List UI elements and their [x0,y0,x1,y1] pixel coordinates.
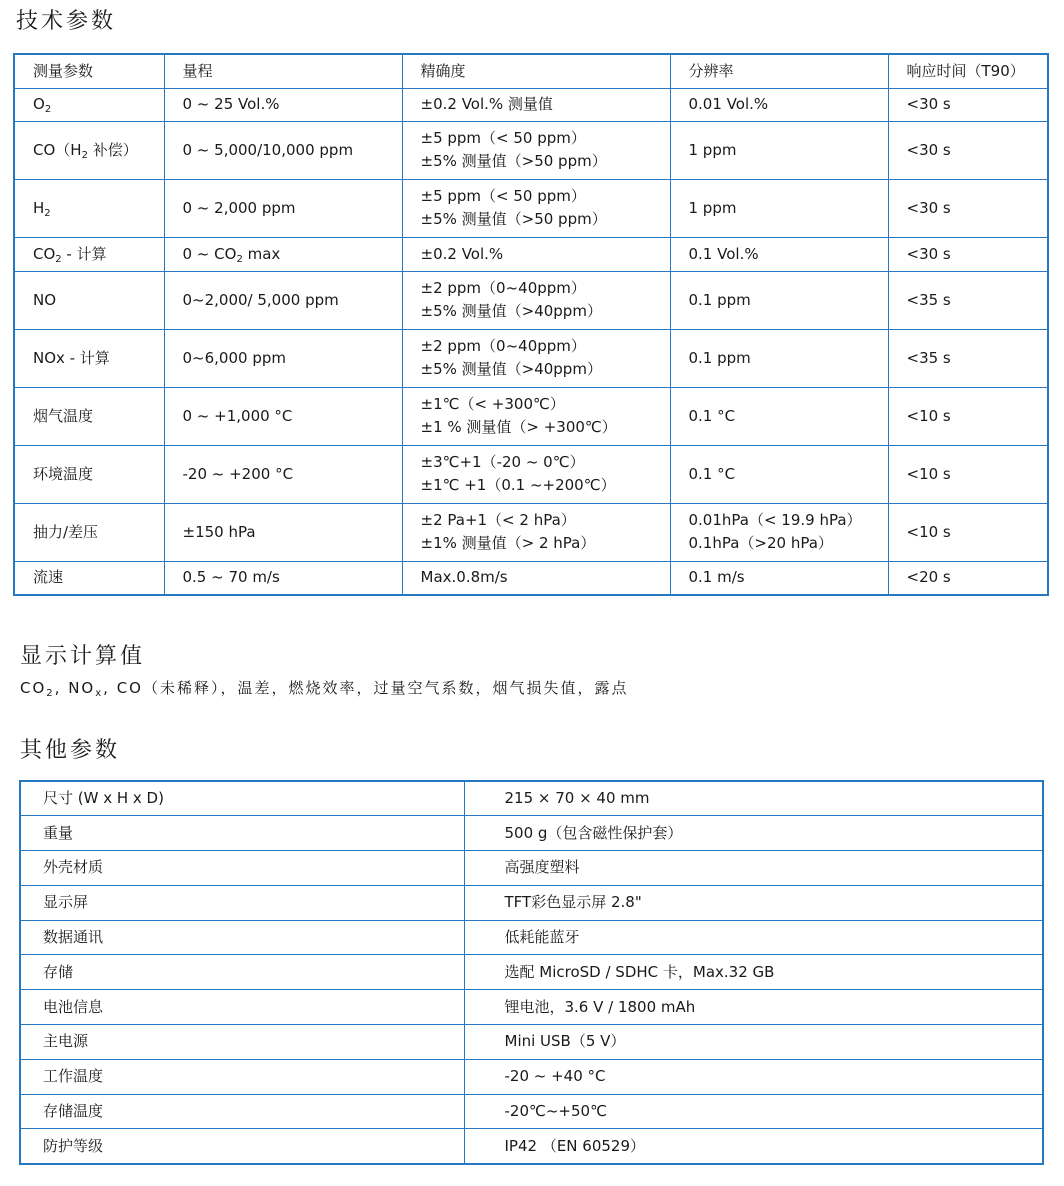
param-label-sub: 2 [81,149,88,161]
spec-label: 工作温度 [20,1059,464,1094]
response-value: <10 s [906,522,951,541]
param-cell [14,88,164,121]
range-cell [164,445,402,503]
resolution-cell [670,445,888,503]
accuracy-line: ±5 ppm（< 50 ppm） [420,187,586,205]
spec-value: 500 g（包含磁性保护套） [464,816,1043,851]
spec-label: 存储温度 [20,1094,464,1129]
response-cell [888,561,1048,595]
param-label-main: CO（H [33,140,82,159]
display-values-rest: , CO（未稀释），温差，燃烧效率，过量空气系数，烟气损失值，露点 [103,679,629,697]
param-label-main: CO [33,244,56,263]
param-label-main: O [33,95,45,113]
spec-label: 尺寸 (W x H x D) [20,781,464,816]
resolution-line: 0.1 Vol.% [688,244,759,263]
table-row [14,237,1048,271]
accuracy-cell [402,387,670,445]
param-label [33,566,164,589]
table-row [14,179,1048,237]
spec-label: 电池信息 [20,990,464,1025]
column-header: 响应时间（T90） [888,54,1048,88]
spec-value: 高强度塑料 [464,851,1043,886]
accuracy-line: ±2 Pa+1（< 2 hPa） [420,511,576,529]
response-value: <35 s [906,348,951,367]
accuracy-line: ±2 ppm（0~40ppm） [420,279,586,297]
table-row [14,387,1048,445]
param-label-main: NOx - 计算 [33,348,110,367]
table-row [20,955,1043,990]
spec-value: TFT彩色显示屏 2.8" [464,885,1043,920]
range-value [183,463,402,486]
param-label-sub: 2 [44,207,51,219]
response-value: <20 s [906,568,951,587]
param-label-main: H [33,198,45,217]
range-cell [164,329,402,387]
nox-label: NO [68,679,96,697]
tech-params-table [13,53,1049,596]
table-row [20,816,1043,851]
param-cell [14,179,164,237]
param-cell [14,237,164,271]
column-header: 量程 [164,54,402,88]
param-label-tail: 补偿） [87,140,138,159]
range-cell [164,503,402,561]
resolution-cell [670,121,888,179]
resolution-line: 0.1hPa（>20 hPa） [688,534,833,552]
param-cell [14,503,164,561]
response-value: <35 s [906,290,951,309]
param-cell [14,329,164,387]
accuracy-cell [402,561,670,595]
param-cell [14,387,164,445]
table-row [20,990,1043,1025]
accuracy-cell [402,237,670,271]
range-value-sub: 2 [236,253,243,265]
param-label-sub: 2 [44,104,52,115]
range-cell [164,561,402,595]
range-value [183,347,402,370]
other-params-table [19,780,1044,1165]
column-header: 分辨率 [670,54,888,88]
range-cell [164,179,402,237]
accuracy-cell [402,271,670,329]
response-cell [888,445,1048,503]
accuracy-line: Max.0.8m/s [420,568,508,587]
table-row [14,561,1048,595]
table-row [20,1094,1043,1129]
display-values-title: 显示计算值 [20,644,146,669]
table-row [14,329,1048,387]
co2-label: CO [20,679,47,697]
tech-params-title: 技术参数 [16,9,117,34]
response-cell [888,88,1048,121]
table-row [14,88,1048,121]
accuracy-cell [402,329,670,387]
accuracy-line: ±0.2 Vol.% [420,244,504,263]
param-label [33,139,164,162]
spec-label: 数据通讯 [20,920,464,955]
param-label [33,197,164,220]
spec-value: -20 ~ +40 °C [464,1059,1043,1094]
resolution-line: 0.1 °C [688,464,736,483]
range-value-main: 0 ~ 5,000/10,000 ppm [182,140,354,159]
param-label-main: 烟气温度 [33,406,94,425]
param-label-sub: 2 [55,253,62,265]
range-value [183,566,402,589]
response-cell [888,179,1048,237]
resolution-line: 0.01hPa（< 19.9 hPa） [688,511,862,529]
resolution-line: 1 ppm [688,140,737,159]
response-value: <30 s [906,95,951,113]
resolution-line: 0.1 ppm [688,290,751,309]
spec-label: 防护等级 [20,1129,464,1164]
resolution-line: 0.1 m/s [688,568,745,587]
range-value-main: 0 ~ 25 Vol.% [182,95,280,113]
resolution-cell [670,271,888,329]
range-cell [164,387,402,445]
range-value-main: -20 ~ +200 °C [182,464,294,483]
param-label [33,289,164,312]
table-row [20,885,1043,920]
range-value-main: ±150 hPa [182,522,256,541]
table-row [20,1129,1043,1164]
param-cell [14,121,164,179]
spec-value: Mini USB（5 V） [464,1025,1043,1060]
spec-value: 选配 MicroSD / SDHC 卡，Max.32 GB [464,955,1043,990]
resolution-line: 0.01 Vol.% [688,95,769,113]
sep-label: , [54,679,69,697]
response-value: <30 s [906,244,951,263]
accuracy-line: ±0.2 Vol.% 测量值 [420,95,553,113]
range-value-main: 0 ~ +1,000 °C [182,406,293,425]
range-cell [164,88,402,121]
range-cell [164,271,402,329]
column-header: 测量参数 [14,54,164,88]
spec-value: 锂电池，3.6 V / 1800 mAh [464,990,1043,1025]
accuracy-cell [402,503,670,561]
param-cell [14,445,164,503]
response-cell [888,503,1048,561]
param-label [33,93,164,116]
response-cell [888,271,1048,329]
param-label [33,405,164,428]
range-value [183,93,402,116]
range-cell [164,237,402,271]
table-header-row [14,54,1048,88]
display-values-list [20,677,628,698]
response-cell [888,121,1048,179]
range-value-tail: max [242,244,281,263]
range-value [183,405,402,428]
table-row [20,781,1043,816]
resolution-cell [670,237,888,271]
table-row [20,851,1043,886]
resolution-cell [670,329,888,387]
response-cell [888,329,1048,387]
range-value-main: 0.5 ~ 70 m/s [182,568,280,587]
accuracy-line: ±1% 测量值（> 2 hPa） [420,534,596,552]
param-label-main: 抽力/差压 [33,522,99,541]
resolution-cell [670,561,888,595]
resolution-line: 1 ppm [688,198,737,217]
accuracy-line: ±1 % 测量值（> +300℃） [420,418,617,436]
spec-label: 重量 [20,816,464,851]
nox-sub: x [95,688,104,699]
range-cell [164,121,402,179]
resolution-line: 0.1 ppm [688,348,751,367]
spec-label: 外壳材质 [20,851,464,886]
param-label-main: 环境温度 [33,464,94,483]
param-cell [14,271,164,329]
accuracy-cell [402,88,670,121]
spec-label: 显示屏 [20,885,464,920]
response-value: <10 s [906,406,951,425]
table-row [14,503,1048,561]
accuracy-cell [402,445,670,503]
table-row [20,1059,1043,1094]
spec-label: 存储 [20,955,464,990]
range-value-main: 0~2,000/ 5,000 ppm [182,290,339,309]
resolution-cell [670,179,888,237]
range-value-main: 0 ~ 2,000 ppm [182,198,296,217]
accuracy-cell [402,179,670,237]
range-value [183,139,402,162]
accuracy-line: ±5 ppm（< 50 ppm） [420,129,586,147]
spec-value: -20℃~+50℃ [464,1094,1043,1129]
accuracy-line: ±5% 测量值（>50 ppm） [420,152,607,170]
column-header: 精确度 [402,54,670,88]
param-label-main: 流速 [33,568,64,587]
resolution-cell [670,88,888,121]
param-cell [14,561,164,595]
response-value: <30 s [906,198,951,217]
accuracy-line: ±1℃ +1（0.1 ~+200℃） [420,476,616,494]
spec-value: 215 × 70 × 40 mm [464,781,1043,816]
param-label-main: NO [33,290,57,309]
co2-sub: 2 [46,688,55,699]
accuracy-cell [402,121,670,179]
other-params-title: 其他参数 [20,738,121,763]
range-value-main: 0 ~ CO [182,244,237,263]
accuracy-line: ±1℃（< +300℃） [420,395,565,413]
range-value [183,197,402,220]
resolution-line: 0.1 °C [688,406,736,425]
accuracy-line: ±5% 测量值（>40ppm） [420,302,602,320]
param-label [33,243,164,266]
spec-value: IP42 （EN 60529） [464,1129,1043,1164]
response-cell [888,387,1048,445]
resolution-cell [670,387,888,445]
response-value: <30 s [906,140,951,159]
param-label-tail: - 计算 [61,244,107,263]
table-row [14,445,1048,503]
spec-value: 低耗能蓝牙 [464,920,1043,955]
response-cell [888,237,1048,271]
range-value [183,289,402,312]
spec-label: 主电源 [20,1025,464,1060]
accuracy-line: ±3℃+1（-20 ~ 0℃） [420,453,585,471]
range-value-main: 0~6,000 ppm [182,348,286,367]
param-label [33,521,164,544]
resolution-cell [670,503,888,561]
range-value [183,521,402,544]
accuracy-line: ±5% 测量值（>40ppm） [420,360,602,378]
table-row [14,121,1048,179]
param-label [33,463,164,486]
accuracy-line: ±2 ppm（0~40ppm） [420,337,586,355]
table-row [14,271,1048,329]
table-row [20,1025,1043,1060]
param-label [33,347,164,370]
range-value [183,243,402,266]
accuracy-line: ±5% 测量值（>50 ppm） [420,210,607,228]
table-row [20,920,1043,955]
response-value: <10 s [906,464,951,483]
